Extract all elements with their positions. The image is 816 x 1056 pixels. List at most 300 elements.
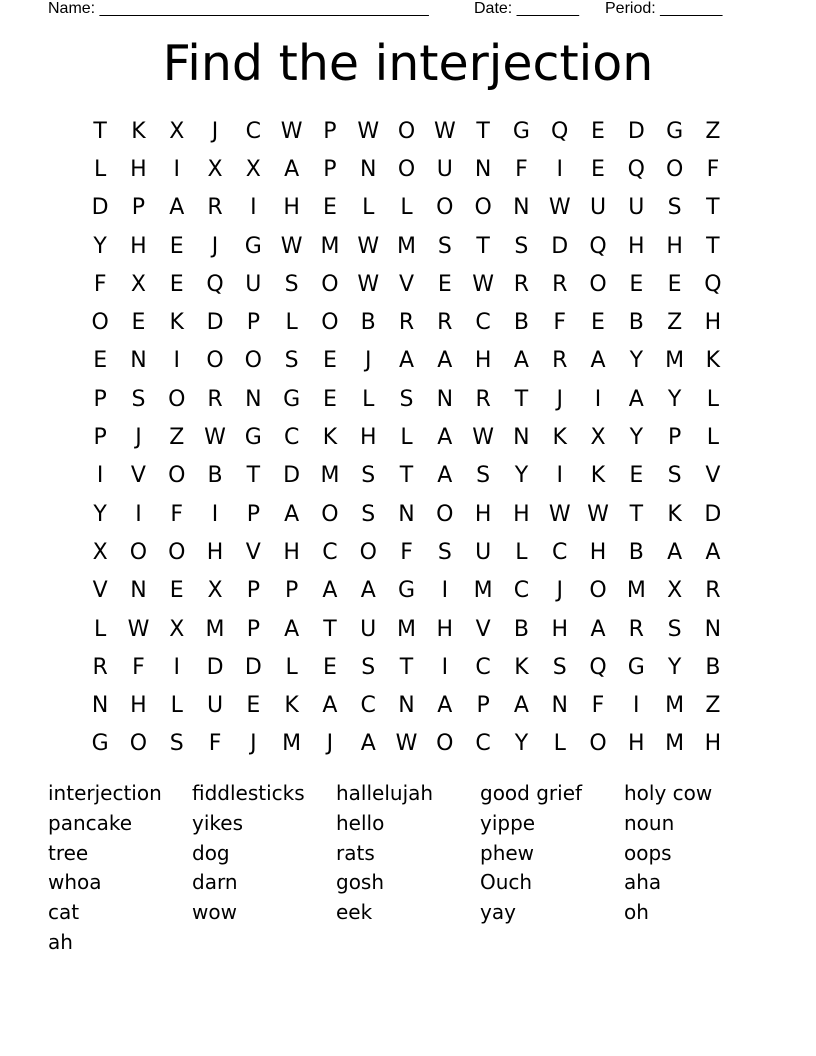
grid-letter[interactable]: E — [169, 578, 184, 604]
grid-letter[interactable]: G — [244, 425, 262, 451]
grid-letter[interactable]: U — [206, 693, 224, 719]
grid-letter[interactable]: A — [437, 348, 453, 374]
grid-letter[interactable]: K — [169, 310, 184, 336]
grid-letter[interactable]: A — [284, 156, 300, 182]
grid-letter[interactable]: Q — [589, 233, 607, 259]
grid-letter[interactable]: T — [514, 386, 529, 412]
grid-letter[interactable]: E — [322, 348, 337, 374]
grid-letter[interactable]: W — [472, 425, 494, 451]
grid-letter[interactable]: E — [169, 271, 184, 297]
word-list-item: ah — [48, 929, 73, 954]
word-list-item: hallelujah — [336, 781, 434, 805]
grid-letter[interactable]: D — [627, 118, 645, 144]
grid-letter[interactable]: I — [594, 386, 602, 412]
grid-letter[interactable]: U — [628, 195, 645, 221]
grid-letter[interactable]: E — [629, 271, 644, 297]
grid-letter[interactable]: A — [169, 195, 185, 221]
grid-letter[interactable]: S — [361, 463, 376, 489]
grid-letter[interactable]: I — [250, 195, 257, 221]
grid-letter[interactable]: F — [93, 271, 107, 297]
grid-letter[interactable]: L — [706, 425, 720, 451]
grid-letter[interactable]: O — [436, 501, 454, 527]
grid-letter[interactable]: N — [91, 693, 109, 719]
grid-letter[interactable]: G — [512, 118, 530, 144]
grid-letter[interactable]: F — [515, 156, 528, 182]
grid-letter[interactable]: W — [548, 195, 571, 221]
grid-letter[interactable]: L — [400, 425, 413, 451]
grid-letter[interactable]: A — [628, 386, 644, 412]
grid-letter[interactable]: L — [553, 731, 566, 757]
grid-letter[interactable]: E — [322, 654, 337, 680]
grid-letter[interactable]: E — [322, 386, 337, 412]
grid-letter[interactable]: F — [132, 654, 145, 680]
grid-letter[interactable]: X — [92, 539, 108, 565]
grid-letter[interactable]: P — [246, 310, 260, 336]
grid-letter[interactable]: Y — [629, 425, 644, 451]
grid-letter[interactable]: W — [548, 501, 571, 527]
grid-letter[interactable]: F — [553, 310, 567, 336]
grid-letter[interactable]: E — [246, 693, 261, 719]
grid-letter[interactable]: R — [398, 310, 415, 336]
grid-letter[interactable]: V — [130, 463, 146, 489]
grid-letter[interactable]: K — [590, 463, 606, 489]
grid-letter[interactable]: D — [551, 233, 569, 259]
grid-letter[interactable]: J — [364, 348, 372, 374]
grid-letter[interactable]: E — [93, 348, 108, 374]
grid-letter[interactable]: B — [628, 310, 644, 336]
grid-letter[interactable]: N — [130, 578, 147, 604]
grid-letter[interactable]: E — [322, 195, 337, 221]
grid-letter[interactable]: W — [357, 118, 380, 144]
grid-letter[interactable]: J — [556, 386, 563, 412]
grid-letter[interactable]: A — [513, 348, 529, 374]
grid-letter[interactable]: S — [284, 271, 299, 297]
grid-letter[interactable]: M — [282, 731, 302, 757]
grid-letter[interactable]: E — [629, 463, 644, 489]
grid-letter[interactable]: A — [360, 731, 376, 757]
grid-letter[interactable]: L — [94, 156, 107, 182]
grid-letter[interactable]: W — [587, 501, 609, 527]
grid-letter[interactable]: H — [551, 616, 568, 642]
grid-letter[interactable]: V — [475, 616, 491, 642]
grid-letter[interactable]: P — [246, 616, 260, 642]
grid-letter[interactable]: M — [397, 616, 417, 642]
grid-letter[interactable]: S — [476, 463, 491, 489]
grid-letter[interactable]: K — [284, 693, 299, 719]
grid-letter[interactable]: B — [628, 539, 644, 565]
grid-letter[interactable]: H — [513, 501, 530, 527]
grid-letter[interactable]: H — [589, 539, 607, 565]
grid-letter[interactable]: G — [666, 118, 684, 144]
grid-letter[interactable]: O — [436, 731, 454, 757]
grid-letter[interactable]: Y — [514, 731, 529, 757]
grid-letter[interactable]: T — [476, 233, 490, 259]
grid-letter[interactable]: Q — [551, 118, 569, 144]
grid-letter[interactable]: Z — [169, 425, 185, 451]
grid-letter[interactable]: I — [211, 501, 219, 527]
grid-letter[interactable]: I — [441, 654, 449, 680]
grid-letter[interactable]: J — [135, 425, 142, 451]
grid-letter[interactable]: I — [96, 463, 104, 489]
grid-letter[interactable]: D — [283, 463, 301, 489]
grid-letter[interactable]: W — [357, 233, 380, 259]
grid-letter[interactable]: E — [169, 233, 184, 259]
grid-letter[interactable]: T — [399, 463, 414, 489]
grid-letter[interactable]: V — [398, 271, 415, 297]
grid-letter[interactable]: A — [437, 463, 453, 489]
grid-letter[interactable]: O — [321, 271, 339, 297]
grid-letter[interactable]: X — [130, 271, 146, 297]
grid-letter[interactable]: W — [472, 271, 494, 297]
grid-letter[interactable]: W — [395, 731, 418, 757]
grid-letter[interactable]: I — [173, 156, 180, 182]
grid-letter[interactable]: V — [92, 578, 108, 604]
grid-letter[interactable]: P — [93, 425, 107, 451]
grid-letter[interactable]: X — [245, 156, 261, 182]
grid-letter[interactable]: P — [323, 156, 337, 182]
grid-letter[interactable]: O — [359, 539, 377, 565]
grid-letter[interactable]: E — [437, 271, 452, 297]
grid-letter[interactable]: S — [361, 501, 376, 527]
grid-letter[interactable]: J — [326, 731, 334, 757]
grid-letter[interactable]: M — [320, 463, 340, 489]
grid-letter[interactable]: P — [284, 578, 299, 604]
grid-letter[interactable]: I — [173, 654, 180, 680]
grid-letter[interactable]: G — [397, 578, 416, 604]
grid-letter[interactable]: A — [322, 693, 338, 719]
grid-letter[interactable]: O — [168, 463, 186, 489]
grid-letter[interactable]: B — [513, 310, 529, 336]
grid-letter[interactable]: P — [667, 425, 682, 451]
grid-letter[interactable]: L — [285, 310, 298, 336]
grid-letter[interactable]: A — [360, 578, 376, 604]
grid-letter[interactable]: D — [244, 654, 262, 680]
grid-letter[interactable]: J — [211, 118, 219, 144]
grid-letter[interactable]: U — [589, 195, 607, 221]
grid-letter[interactable]: Y — [514, 463, 529, 489]
grid-letter[interactable]: X — [590, 425, 606, 451]
grid-letter[interactable]: O — [129, 539, 148, 565]
grid-letter[interactable]: R — [552, 271, 568, 297]
grid-letter[interactable]: P — [476, 693, 490, 719]
grid-letter[interactable]: A — [705, 539, 721, 565]
grid-letter[interactable]: F — [591, 693, 605, 719]
grid-letter[interactable]: Y — [667, 386, 682, 412]
grid-letter[interactable]: B — [513, 616, 529, 642]
grid-letter[interactable]: K — [667, 501, 682, 527]
grid-letter[interactable]: O — [589, 731, 607, 757]
grid-letter[interactable]: N — [398, 501, 415, 527]
grid-letter[interactable]: Y — [667, 654, 682, 680]
grid-letter[interactable]: M — [665, 731, 685, 757]
grid-letter[interactable]: H — [474, 501, 492, 527]
grid-letter[interactable]: M — [397, 233, 417, 259]
period-field[interactable]: Period: _______ — [605, 0, 723, 17]
grid-letter[interactable]: O — [129, 731, 148, 757]
grid-letter[interactable]: C — [475, 654, 491, 680]
grid-letter[interactable]: F — [400, 539, 413, 565]
grid-letter[interactable]: I — [135, 501, 142, 527]
grid-letter[interactable]: Q — [627, 156, 645, 182]
word-list-item: eek — [336, 900, 373, 925]
grid-letter[interactable]: N — [398, 693, 415, 719]
grid-letter[interactable]: D — [206, 654, 224, 680]
grid-letter[interactable]: W — [357, 271, 380, 297]
word-list-item: rats — [336, 840, 375, 865]
grid-letter[interactable]: E — [591, 118, 605, 144]
grid-letter[interactable]: A — [398, 348, 415, 374]
grid-letter[interactable]: O — [665, 156, 684, 182]
grid-letter[interactable]: L — [94, 616, 107, 642]
grid-letter[interactable]: T — [706, 195, 720, 221]
grid-letter[interactable]: H — [130, 233, 147, 259]
grid-letter[interactable]: A — [667, 539, 683, 565]
grid-letter[interactable]: O — [589, 578, 607, 604]
grid-letter[interactable]: L — [515, 539, 528, 565]
grid-letter[interactable]: X — [667, 578, 683, 604]
grid-letter[interactable]: S — [399, 386, 414, 412]
grid-letter[interactable]: R — [552, 348, 568, 374]
grid-letter[interactable]: H — [436, 616, 454, 642]
word-list-item: wow — [192, 900, 237, 925]
grid-letter[interactable]: T — [399, 654, 414, 680]
grid-letter[interactable]: L — [170, 693, 183, 719]
grid-letter[interactable]: T — [93, 118, 107, 144]
grid-letter[interactable]: P — [131, 195, 146, 221]
grid-letter[interactable]: T — [706, 233, 720, 259]
grid-letter[interactable]: Q — [704, 271, 722, 297]
grid-letter[interactable]: P — [246, 578, 260, 604]
grid-letter[interactable]: V — [245, 539, 261, 565]
grid-letter[interactable]: M — [665, 348, 685, 374]
grid-letter[interactable]: J — [250, 731, 257, 757]
grid-letter[interactable]: L — [285, 654, 298, 680]
grid-letter[interactable]: X — [169, 616, 185, 642]
grid-letter[interactable]: M — [626, 578, 646, 604]
grid-letter[interactable]: O — [474, 195, 492, 221]
grid-letter[interactable]: M — [205, 616, 225, 642]
grid-letter[interactable]: F — [170, 501, 184, 527]
grid-letter[interactable]: A — [513, 693, 529, 719]
grid-letter[interactable]: R — [705, 578, 721, 604]
grid-letter[interactable]: S — [361, 654, 376, 680]
grid-letter[interactable]: C — [475, 731, 491, 757]
grid-letter[interactable]: Y — [93, 233, 107, 259]
grid-letter[interactable]: H — [628, 731, 645, 757]
date-field[interactable]: Date: _______ — [474, 0, 579, 17]
grid-letter[interactable]: O — [436, 195, 454, 221]
grid-letter[interactable]: P — [323, 118, 337, 144]
grid-letter[interactable]: N — [436, 386, 454, 412]
grid-letter[interactable]: Y — [629, 348, 644, 374]
grid-letter[interactable]: S — [437, 233, 452, 259]
word-list-item: Ouch — [480, 870, 533, 895]
grid-letter[interactable]: W — [280, 118, 303, 144]
grid-letter[interactable]: V — [705, 463, 721, 489]
grid-letter[interactable]: H — [704, 310, 722, 336]
grid-letter[interactable]: D — [206, 310, 224, 336]
grid-letter[interactable]: O — [244, 348, 262, 374]
grid-letter[interactable]: X — [169, 118, 185, 144]
grid-letter[interactable]: R — [437, 310, 453, 336]
grid-letter[interactable]: L — [362, 195, 375, 221]
grid-letter[interactable]: H — [474, 348, 492, 374]
grid-letter[interactable]: N — [513, 425, 530, 451]
grid-letter[interactable]: A — [284, 501, 300, 527]
grid-letter[interactable]: D — [91, 195, 109, 221]
grid-letter[interactable]: A — [284, 616, 300, 642]
grid-letter[interactable]: O — [397, 156, 416, 182]
grid-letter[interactable]: N — [359, 156, 377, 182]
grid-letter[interactable]: T — [476, 118, 490, 144]
grid-letter[interactable]: R — [513, 271, 530, 297]
grid-letter[interactable]: H — [628, 233, 645, 259]
grid-letter[interactable]: S — [131, 386, 146, 412]
grid-letter[interactable]: N — [474, 156, 492, 182]
grid-letter[interactable]: I — [556, 156, 563, 182]
grid-letter[interactable]: I — [173, 348, 180, 374]
letter-grid — [81, 112, 732, 763]
grid-letter[interactable]: K — [514, 654, 529, 680]
name-field[interactable]: Name: _____________________________________ — [48, 0, 429, 17]
grid-letter[interactable]: L — [706, 386, 720, 412]
grid-letter[interactable]: L — [362, 386, 375, 412]
grid-letter[interactable]: I — [556, 463, 563, 489]
grid-letter[interactable]: H — [704, 731, 722, 757]
grid-letter[interactable]: K — [705, 348, 721, 374]
grid-letter[interactable]: G — [283, 386, 301, 412]
grid-letter[interactable]: N — [551, 693, 568, 719]
grid-letter[interactable]: S — [552, 654, 567, 680]
grid-letter[interactable]: F — [208, 731, 222, 757]
grid-letter[interactable]: G — [91, 731, 109, 757]
grid-letter[interactable]: F — [706, 156, 720, 182]
grid-letter[interactable]: N — [704, 616, 722, 642]
word-list-item: oops — [624, 840, 672, 865]
grid-letter[interactable]: O — [397, 118, 416, 144]
grid-letter[interactable]: I — [633, 693, 640, 719]
grid-letter[interactable]: O — [589, 271, 607, 297]
grid-letter[interactable]: O — [168, 386, 186, 412]
grid-letter[interactable]: T — [323, 616, 337, 642]
grid-letter[interactable]: C — [475, 310, 491, 336]
grid-letter[interactable]: G — [244, 233, 262, 259]
grid-letter[interactable]: L — [400, 195, 413, 221]
grid-letter[interactable]: P — [93, 386, 107, 412]
grid-letter[interactable]: B — [207, 463, 223, 489]
grid-letter[interactable]: E — [591, 156, 605, 182]
grid-letter[interactable]: S — [667, 463, 682, 489]
grid-letter[interactable]: N — [130, 348, 147, 374]
grid-letter[interactable]: Q — [589, 654, 607, 680]
grid-letter[interactable]: O — [206, 348, 224, 374]
grid-letter[interactable]: H — [283, 195, 300, 221]
grid-letter[interactable]: S — [437, 539, 452, 565]
grid-letter[interactable]: K — [552, 425, 567, 451]
grid-letter[interactable]: T — [629, 501, 644, 527]
grid-letter[interactable]: N — [245, 386, 262, 412]
grid-letter[interactable]: I — [441, 578, 449, 604]
grid-letter[interactable]: B — [705, 654, 721, 680]
grid-letter[interactable]: W — [127, 616, 150, 642]
grid-letter[interactable]: R — [207, 195, 223, 221]
grid-letter[interactable]: S — [667, 616, 682, 642]
grid-letter[interactable]: U — [436, 156, 453, 182]
grid-letter[interactable]: Z — [705, 693, 721, 719]
grid-letter[interactable]: H — [130, 693, 147, 719]
grid-letter[interactable]: R — [92, 654, 108, 680]
grid-letter[interactable]: P — [246, 501, 260, 527]
grid-letter[interactable]: X — [207, 578, 223, 604]
grid-letter[interactable]: A — [437, 425, 453, 451]
grid-letter[interactable]: C — [283, 425, 300, 451]
grid-letter[interactable]: C — [360, 693, 376, 719]
grid-letter[interactable]: J — [211, 233, 219, 259]
grid-letter[interactable]: N — [513, 195, 530, 221]
grid-letter[interactable]: X — [207, 156, 223, 182]
grid-letter[interactable]: M — [665, 693, 685, 719]
grid-letter[interactable]: S — [284, 348, 299, 374]
grid-letter[interactable]: A — [590, 348, 606, 374]
grid-letter[interactable]: O — [321, 501, 339, 527]
grid-letter[interactable]: T — [246, 463, 261, 489]
grid-letter[interactable]: E — [667, 271, 682, 297]
grid-letter[interactable]: M — [473, 578, 493, 604]
grid-letter[interactable]: R — [628, 616, 644, 642]
grid-letter[interactable]: G — [627, 654, 645, 680]
grid-letter[interactable]: W — [204, 425, 226, 451]
grid-letter[interactable]: E — [591, 310, 605, 336]
grid-letter[interactable]: O — [168, 539, 186, 565]
grid-letter[interactable]: K — [131, 118, 146, 144]
grid-letter[interactable]: A — [590, 616, 606, 642]
grid-letter[interactable]: D — [704, 501, 722, 527]
grid-letter[interactable]: M — [320, 233, 340, 259]
grid-letter[interactable]: B — [360, 310, 376, 336]
grid-letter[interactable]: H — [206, 539, 224, 565]
grid-letter[interactable]: H — [359, 425, 377, 451]
grid-letter[interactable]: Y — [93, 501, 107, 527]
grid-letter[interactable]: E — [131, 310, 146, 336]
grid-letter[interactable]: A — [322, 578, 338, 604]
grid-letter[interactable]: R — [207, 386, 223, 412]
grid-letter[interactable]: C — [245, 118, 262, 144]
grid-letter[interactable]: S — [667, 195, 682, 221]
grid-letter[interactable]: O — [321, 310, 339, 336]
grid-letter[interactable]: S — [514, 233, 529, 259]
grid-letter[interactable]: U — [475, 539, 492, 565]
grid-letter[interactable]: U — [245, 271, 262, 297]
grid-letter[interactable]: A — [437, 693, 453, 719]
grid-letter[interactable]: Z — [667, 310, 683, 336]
grid-letter[interactable]: W — [280, 233, 303, 259]
grid-letter[interactable]: H — [130, 156, 147, 182]
grid-letter[interactable]: U — [360, 616, 377, 642]
grid-letter[interactable]: K — [322, 425, 338, 451]
grid-letter[interactable]: H — [283, 539, 300, 565]
grid-letter[interactable]: C — [552, 539, 568, 565]
grid-letter[interactable]: Q — [206, 271, 224, 297]
grid-letter[interactable]: H — [666, 233, 683, 259]
grid-letter[interactable]: J — [556, 578, 563, 604]
grid-letter[interactable]: Z — [705, 118, 721, 144]
grid-letter[interactable]: C — [322, 539, 338, 565]
grid-letter[interactable]: W — [433, 118, 456, 144]
grid-letter[interactable]: O — [91, 310, 109, 336]
grid-letter[interactable]: C — [513, 578, 530, 604]
grid-letter[interactable]: S — [169, 731, 184, 757]
grid-letter[interactable]: R — [475, 386, 491, 412]
